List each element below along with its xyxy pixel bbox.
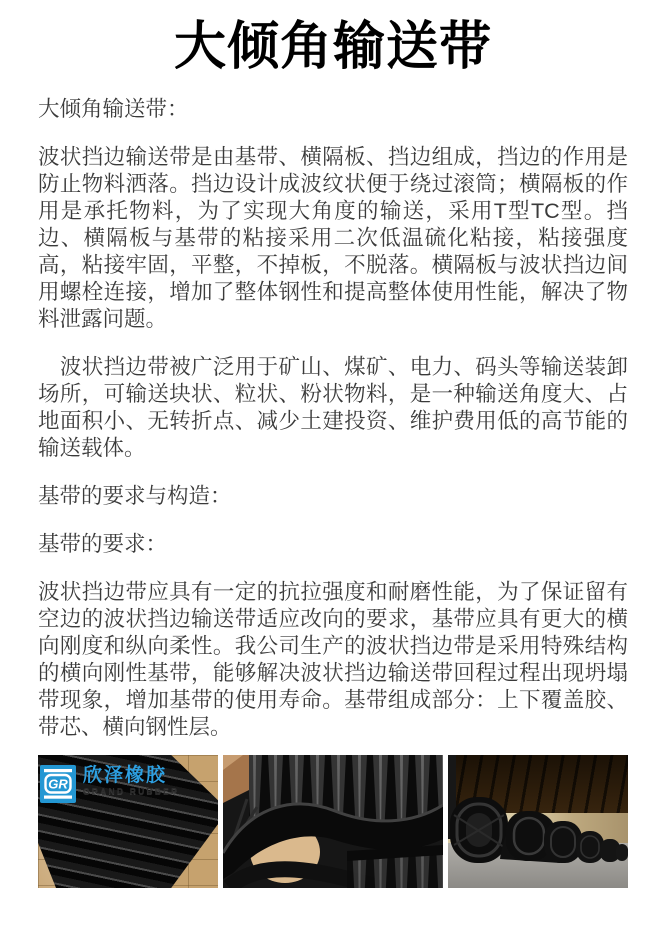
- photo-belt-coil-closeup: [223, 755, 443, 888]
- article: [0, 14, 666, 888]
- photo-warehouse-belts: [448, 755, 628, 888]
- heading-base-belt-requirements: 基带的要求：: [38, 532, 168, 556]
- logo-name-en: GRAND RUBBER: [83, 786, 180, 796]
- paragraph-applications: 波状挡边带被广泛用于矿山、煤矿、电力、码头等输送装卸场所，可输送块状、粒状、粉状物料，是一种输送角度大、占地面积小、无转折点、减少土建投资、维护费用低的高节能的输送载体。: [38, 355, 628, 460]
- heading-base-belt-structure: 基带的要求与构造：: [38, 484, 232, 508]
- logo-monogram: GR: [48, 776, 68, 792]
- intro-label: 大倾角输送带：: [38, 97, 189, 121]
- belt-coil-illustration: [223, 755, 443, 888]
- logo-wordmark: [83, 765, 179, 796]
- coiled-belts-illustration: [448, 755, 628, 888]
- logo-name-cn: 欣泽橡胶: [83, 765, 168, 786]
- paragraph-base-belt: 波状挡边带应具有一定的抗拉强度和耐磨性能，为了保证留有空边的波状挡边输送带适应改向的要求，基带应具有更大的横向刚度和纵向柔性。我公司生产的波状挡边带是采用特殊结构的横向刚性基带，能够解决波状挡边输送带回程过程出现坍塌带现象，增加基带的使用寿命。基带组成部分：上下覆盖胶、带芯、横向钢性层。: [38, 580, 628, 739]
- product-photo-strip: [38, 755, 628, 888]
- grand-rubber-logo-icon: [40, 765, 76, 803]
- brand-logo: [40, 765, 179, 803]
- page-title: 大倾角输送带: [173, 18, 492, 76]
- photo-sidewall-sheets: [38, 755, 218, 888]
- paragraph-composition: 波状挡边输送带是由基带、横隔板、挡边组成，挡边的作用是防止物料洒落。挡边设计成波纹状便于绕过滚筒；横隔板的作用是承托物料，为了实现大角度的输送，采用T型TC型。挡边、横隔板与基带的粘接采用二次低温硫化粘接，粘接强度高，粘接牢固，平整，不掉板，不脱落。横隔板与波状挡边间用螺栓连接，增加了整体钢性和提高整体使用性能，解决了物料泄露问题。: [38, 145, 628, 331]
